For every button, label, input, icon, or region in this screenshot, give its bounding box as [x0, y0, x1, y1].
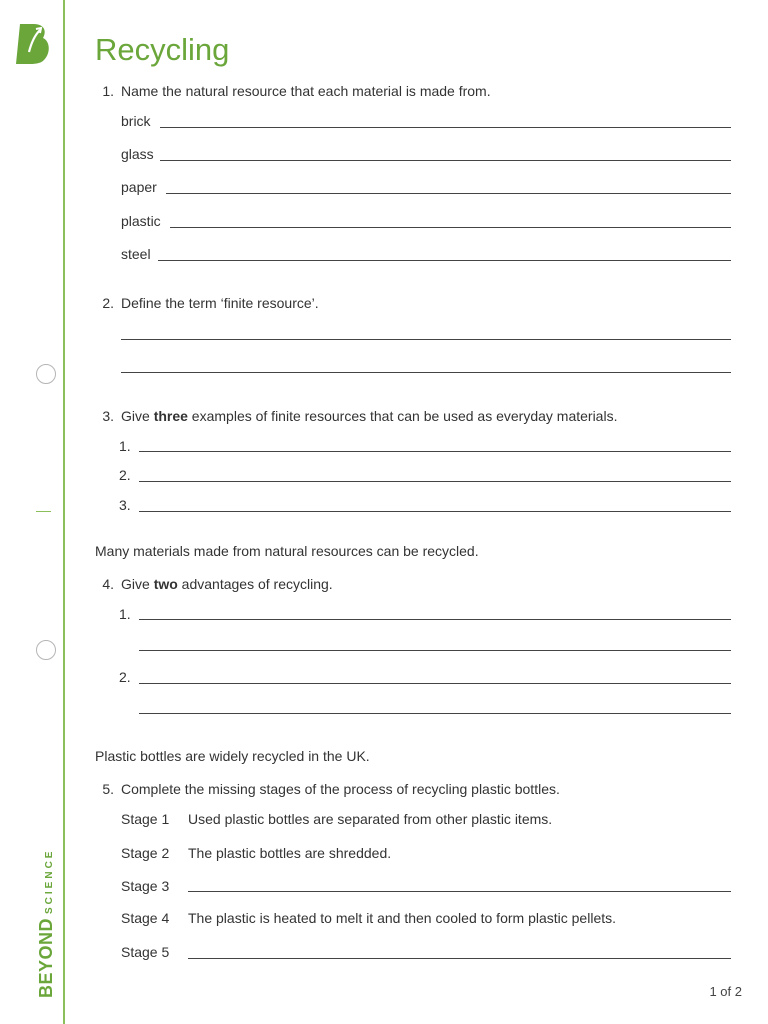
- q3-number: 3.: [102, 408, 114, 424]
- brand-vertical: [36, 849, 57, 998]
- fold-mark: [36, 511, 51, 512]
- answer-line-q4-1a[interactable]: [139, 619, 731, 620]
- q1-item-steel: steel: [121, 246, 151, 262]
- answer-line-stage-5[interactable]: [188, 958, 731, 959]
- stage-4-label: Stage 4: [121, 910, 170, 926]
- page-title: Recycling: [95, 32, 230, 67]
- q2-number: 2.: [102, 295, 114, 311]
- stage-5-label: Stage 5: [121, 944, 170, 960]
- answer-line-q4-2a[interactable]: [139, 683, 731, 684]
- answer-line-stage-3[interactable]: [188, 891, 731, 892]
- intro-plastic-bottles: Plastic bottles are widely recycled in the UK.: [95, 748, 370, 764]
- q3-text: Give three examples of finite resources that can be used as everyday materials.: [121, 408, 618, 424]
- intro-recycling: Many materials made from natural resources can be recycled.: [95, 543, 479, 559]
- q1-item-brick: brick: [121, 113, 151, 129]
- answer-line-paper[interactable]: [166, 193, 731, 194]
- brand-word-science: SCIENCE: [44, 848, 55, 914]
- q1-item-paper: paper: [121, 179, 157, 195]
- q3-answer-number-1: 1.: [119, 438, 131, 454]
- beyond-logo-icon: [14, 22, 52, 66]
- punch-hole: [36, 364, 56, 384]
- answer-line-q2-2[interactable]: [121, 372, 731, 373]
- answer-line-brick[interactable]: [160, 127, 731, 128]
- answer-line-glass[interactable]: [160, 160, 731, 161]
- q4-number: 4.: [102, 576, 114, 592]
- q3-answer-number-3: 3.: [119, 497, 131, 513]
- q3-answer-number-2: 2.: [119, 467, 131, 483]
- stage-1-text: Used plastic bottles are separated from other plastic items.: [188, 811, 553, 827]
- margin-line: [63, 0, 65, 1024]
- q5-number: 5.: [102, 781, 114, 797]
- answer-line-q3-1[interactable]: [139, 451, 731, 452]
- q2-text: Define the term ‘finite resource’.: [121, 295, 319, 311]
- q5-text: Complete the missing stages of the process of recycling plastic bottles.: [121, 781, 560, 797]
- stage-1-label: Stage 1: [121, 811, 170, 827]
- page-number: 1 of 2: [709, 984, 742, 999]
- q4-answer-number-1: 1.: [119, 606, 131, 622]
- brand-word-beyond: BEYOND: [36, 917, 56, 998]
- q1-item-glass: glass: [121, 146, 154, 162]
- answer-line-q4-1b[interactable]: [139, 650, 731, 651]
- q4-text: Give two advantages of recycling.: [121, 576, 333, 592]
- stage-2-text: The plastic bottles are shredded.: [188, 845, 392, 861]
- q1-item-plastic: plastic: [121, 213, 161, 229]
- answer-line-q3-3[interactable]: [139, 511, 731, 512]
- answer-line-plastic[interactable]: [170, 227, 731, 228]
- answer-line-steel[interactable]: [158, 260, 731, 261]
- answer-line-q2-1[interactable]: [121, 339, 731, 340]
- answer-line-q3-2[interactable]: [139, 481, 731, 482]
- punch-hole: [36, 640, 56, 660]
- stage-2-label: Stage 2: [121, 845, 170, 861]
- q1-number: 1.: [102, 83, 114, 99]
- q4-answer-number-2: 2.: [119, 669, 131, 685]
- stage-4-text: The plastic is heated to melt it and then cooled to form plastic pellets.: [188, 910, 617, 926]
- stage-3-label: Stage 3: [121, 878, 170, 894]
- answer-line-q4-2b[interactable]: [139, 713, 731, 714]
- q1-text: Name the natural resource that each material is made from.: [121, 83, 491, 99]
